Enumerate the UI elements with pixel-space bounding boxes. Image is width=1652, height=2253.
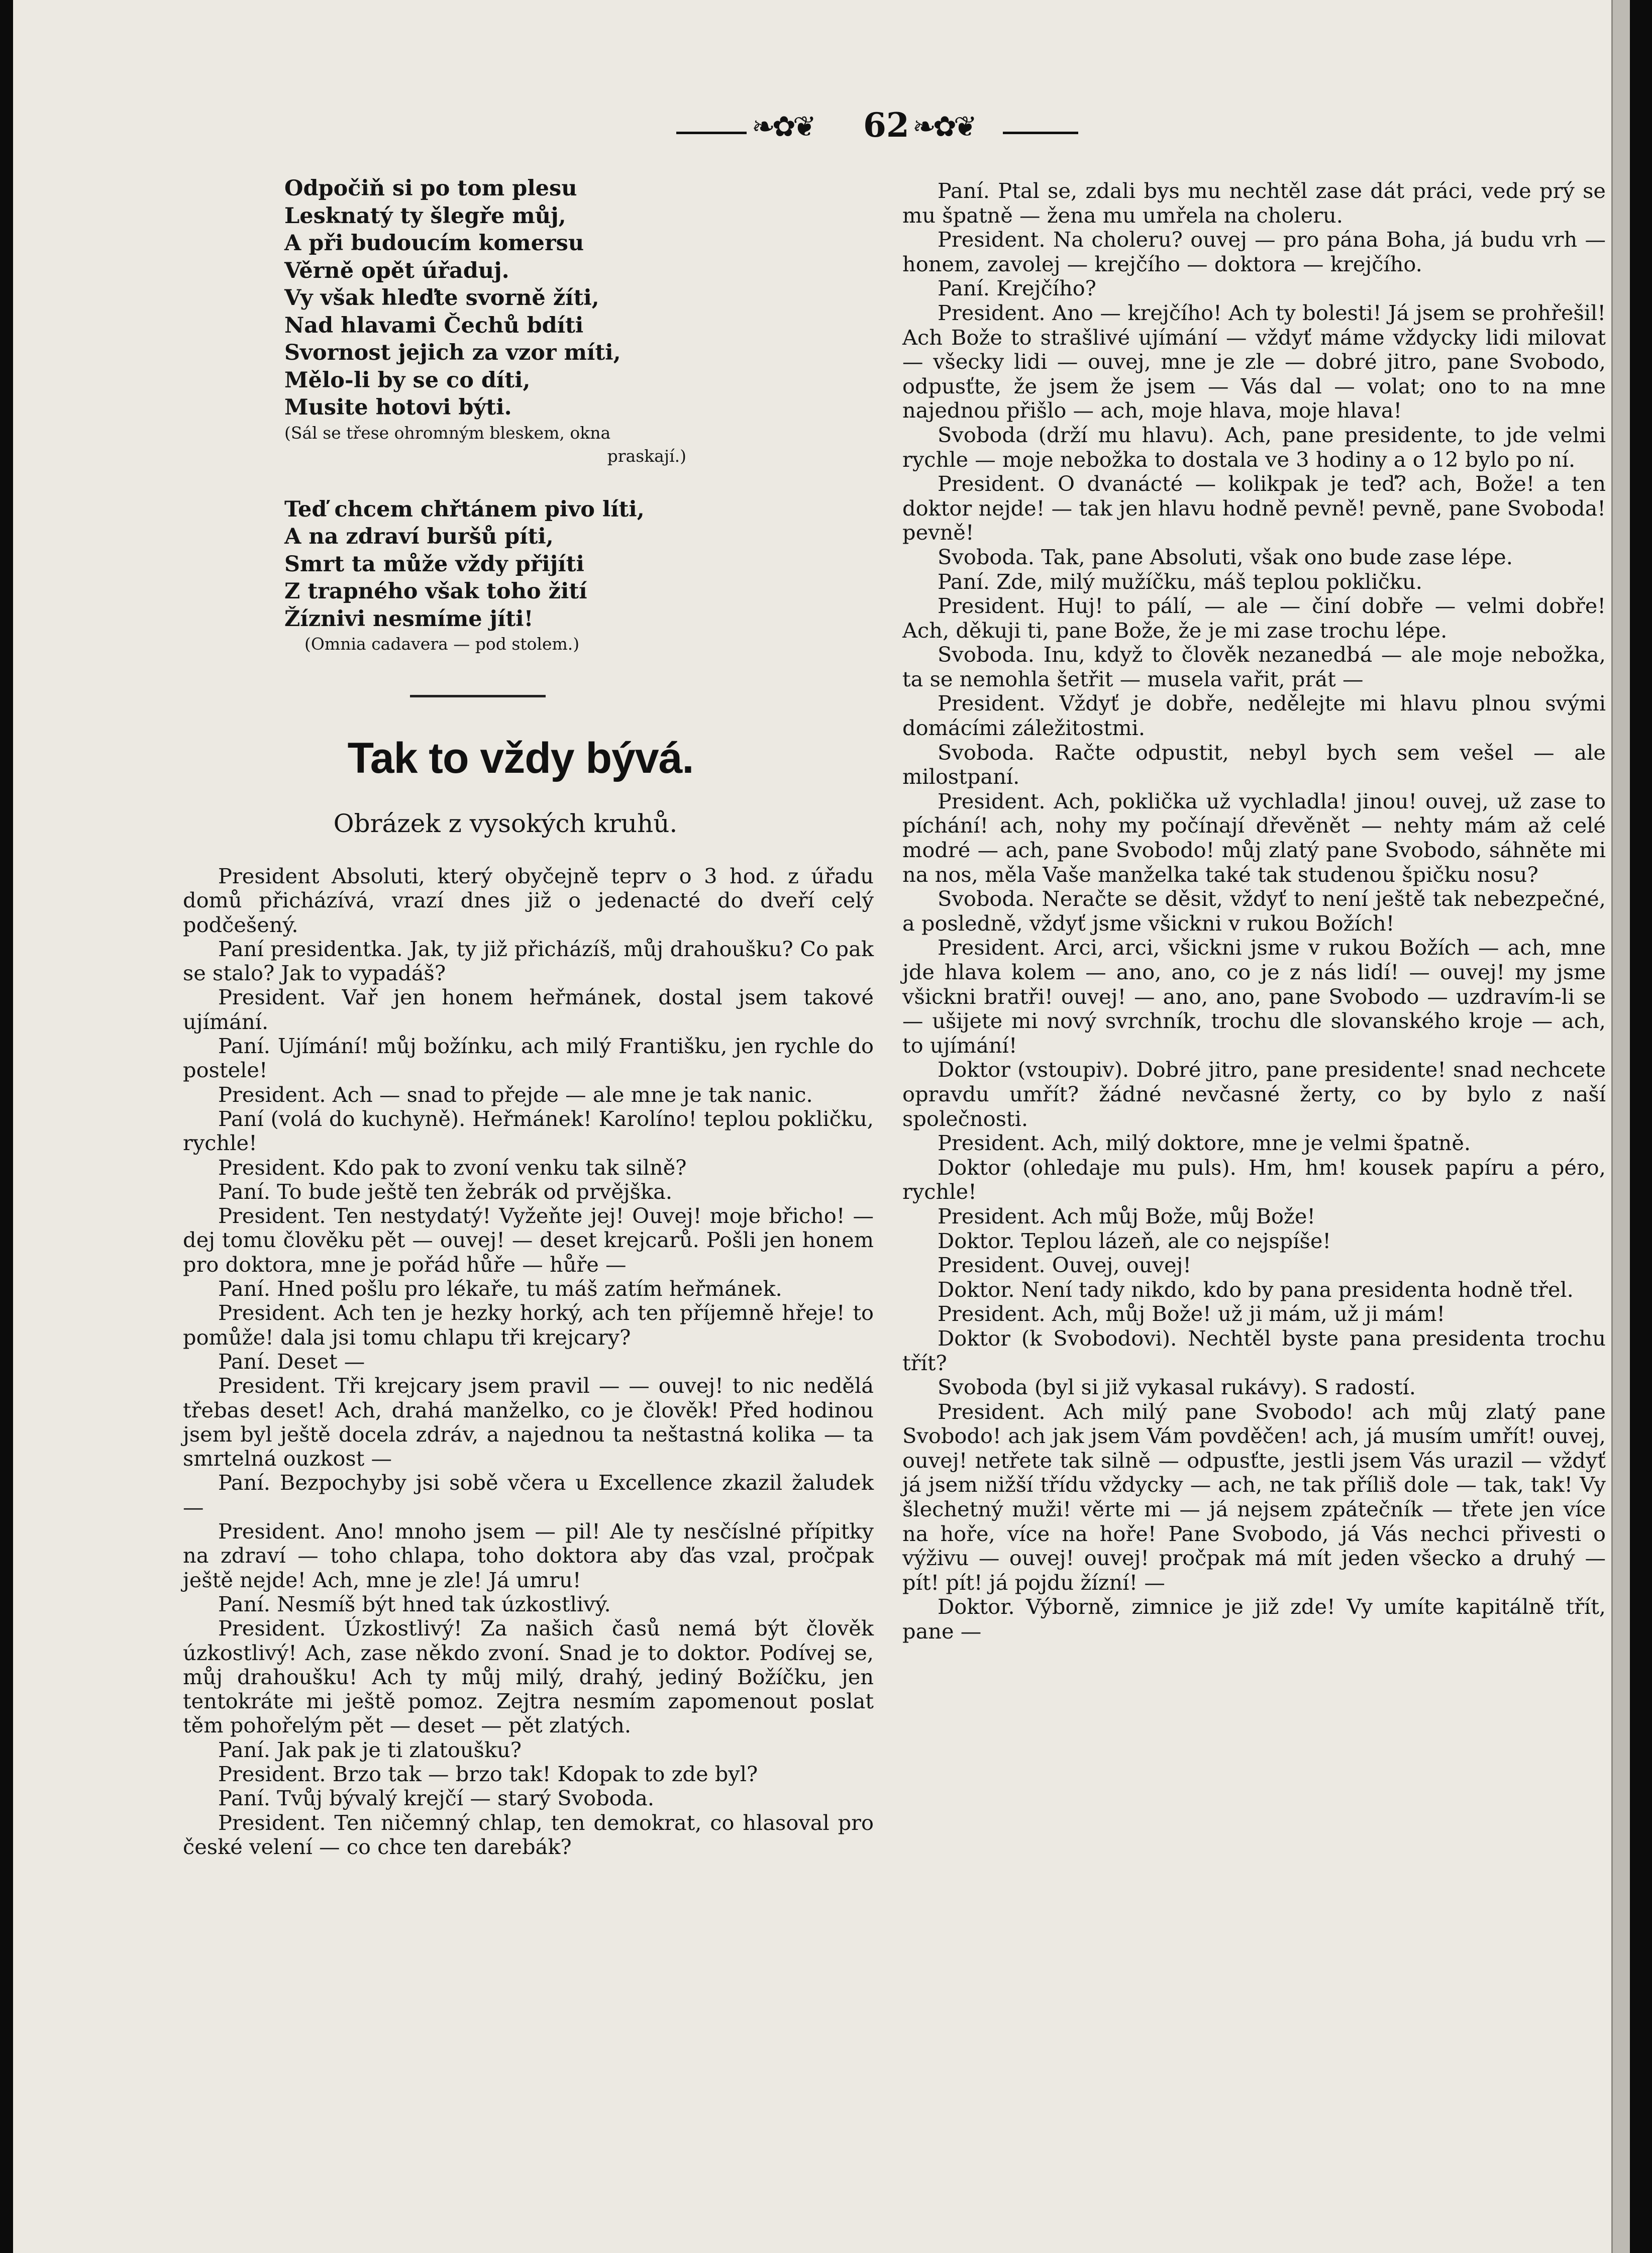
paragraph: President. Ach, poklička už vychladla! jinou! ouvej, už zase to píchání! ach, nohy my počínají dřevěnět — nehty mám až celé modré — ach, pane Svobodo! můj zlatý pane Svobodo, sáhněte mi na nos, měla Vaše manželka také tak studenou špičku nosu? — [902, 788, 1606, 887]
paragraph: Doktor. Teplou lázeň, ale co nejspíše! — [938, 1228, 1331, 1253]
paragraph: President. Ten nestydatý! Vyžeňte jej! Ouvej! moje břicho! — dej tomu člověku pět — ouvej! — deset krejcarů. Pošli jen honem pro doktora, mne je pořád hůře — hůře — — [183, 1203, 874, 1277]
stage-direction: (Omnia cadavera — pod stolem.) — [304, 634, 580, 654]
paragraph: President. Ach můj Bože, můj Bože! — [938, 1203, 1316, 1228]
verse-line: A na zdraví buršů píti, — [284, 524, 554, 549]
paragraph: Paní (volá do kuchyně). Heřmánek! Karolíno! teplou pokličku, rychle! — [183, 1106, 874, 1156]
paragraph: Svoboda. Tak, pane Absoluti, však ono bude zase lépe. — [938, 544, 1513, 569]
verse-line: A při budoucím komersu — [284, 231, 584, 256]
paragraph: Svoboda (drží mu hlavu). Ach, pane presidente, to jde velmi rychle — moje nebožka to dostala ve 3 hodiny a o 12 bylo po ní. — [902, 422, 1606, 472]
paragraph: Doktor. Není tady nikdo, kdo by pana presidenta hodně třel. — [938, 1277, 1574, 1302]
page-header — [676, 100, 1088, 156]
verse-line: Žíznivi nesmíme jíti! — [284, 606, 534, 632]
paragraph: Svoboda (byl si již vykasal rukávy). S radostí. — [938, 1375, 1416, 1400]
paragraph: President. Na choleru? ouvej — pro pána Boha, já budu vrh — honem, zavolej — krejčího — doktora — krejčího. — [902, 227, 1606, 276]
paragraph: President Absoluti, který obyčejně teprv o 3 hod. z úřadu domů přicházívá, vrazí dnes již o jedenacté do dveří celý podčešený. — [183, 864, 874, 937]
paragraph: President. Vař jen honem heřmánek, dostal jsem takové ujímání. — [183, 985, 874, 1034]
paragraph: Doktor (vstoupiv). Dobré jitro, pane presidente! snad nechcete opravdu umřít? žádné nevčasné žerty, co by bylo z naší společnosti. — [902, 1057, 1606, 1131]
page-edge — [1611, 0, 1630, 2253]
header-ornament-right: ❧✿❦ — [912, 111, 974, 143]
left-column — [183, 864, 874, 1859]
stage-direction: (Sál se třese ohromným bleskem, okna — [284, 423, 611, 443]
paragraph: Doktor. Výborně, zimnice je již zde! Vy umíte kapitálně třít, pane — — [902, 1594, 1606, 1644]
paragraph: Paní. Ptal se, zdali bys mu nechtěl zase dát práci, vede prý se mu špatně — žena mu umřela na choleru. — [902, 178, 1606, 228]
right-column — [902, 179, 1606, 1644]
paragraph: President. Ach, milý doktore, mne je velmi špatně. — [938, 1131, 1471, 1156]
verse-line: Věrně opět úřaduj. — [284, 258, 509, 283]
verse-line: Svornost jejich za vzor míti, — [284, 340, 621, 365]
paragraph: President. Ach — snad to přejde — ale mne je tak nanic. — [218, 1082, 813, 1107]
paragraph: President. Arci, arci, všickni jsme v rukou Božích — ach, mne jde hlava kolem — ano, ano, co je z nás lidí! — ouvej! my jsme všickni bratři! ouvej! — ano, ano, pane Svobodo — uzdravím-li se — ušijete mi nový svrchník, trochu dle slovanského kroje — ach, to ujímání! — [902, 935, 1606, 1058]
paragraph: Paní. Tvůj bývalý krejčí — starý Svoboda. — [218, 1786, 655, 1811]
paragraph: President. Úzkostlivý! Za našich časů nemá být člověk úzkostlivý! Ach, zase někdo zvoní. Snad je to doktor. Podívej se, můj drahoušku! Ach ty můj milý, drahý, jediný Božíčku, jen tentokráte mi ještě pomoz. Zejtra nesmím zapomenout poslat těm pohořelým pět — deset — pět zlatých. — [183, 1616, 874, 1738]
paragraph: President. Huj! to pálí, — ale — činí dobře — velmi dobře! Ach, děkuji ti, pane Bože, že je mi zase trochu lépe. — [902, 593, 1606, 643]
verse-line: Odpočiň si po tom plesu — [284, 176, 577, 201]
verse-line: Z trapného však toho žití — [284, 579, 587, 604]
paragraph: Svoboda. Inu, když to člověk nezanedbá — ale moje nebožka, ta se nemohla šetřit — musela vařit, prát — — [902, 642, 1606, 691]
section-divider — [410, 695, 546, 697]
paragraph: President. Ano! mnoho jsem — pil! Ale ty nesčíslné přípitky na zdraví — toho chlapa, toho doktora aby ďas vzal, pročpak ještě nejde! Ach, mne je zle! Já umru! — [183, 1519, 874, 1592]
paragraph: Paní. Deset — — [218, 1349, 365, 1374]
header-rule-left — [676, 132, 747, 134]
verse-line: Teď chcem chřtánem pivo líti, — [284, 496, 645, 522]
verse-line: Musite hotovi býti. — [284, 395, 512, 420]
paragraph: President. Brzo tak — brzo tak! Kdopak to zde byl? — [218, 1761, 758, 1786]
paragraph: President. Tři krejcary jsem pravil — — ouvej! to nic nedělá třebas deset! Ach, drahá manželko, co je člověk! Před hodinou jsem byl ještě docela zdráv, a najednou ta neštastná kolika — ta smrtelná ouzkost — — [183, 1373, 874, 1471]
paragraph: Paní presidentka. Jak, ty již přicházíš, můj drahoušku? Co pak se stalo? Jak to vypadáš? — [183, 936, 874, 986]
paragraph: Paní. Zde, milý mužíčku, máš teplou pokličku. — [938, 569, 1422, 594]
paragraph: Svoboda. Neračte se děsit, vždyť to není ještě tak nebezpečné, a posledně, vždyť jsme všickni v rukou Božích! — [902, 886, 1606, 936]
paragraph: Paní. Hned pošlu pro lékaře, tu máš zatím heřmánek. — [218, 1276, 782, 1301]
paragraph: President. Kdo pak to zvoní venku tak silně? — [218, 1155, 687, 1180]
paragraph: President. O dvanácté — kolikpak je teď? ach, Bože! a ten doktor nejde! — tak jen hlavu hodně pevně! pevně, pane Svoboda! pevně! — [902, 471, 1606, 545]
verse-line: Smrt ta může vždy přijíti — [284, 551, 584, 577]
newspaper-page — [13, 0, 1630, 2253]
paragraph: President. Vždyť je dobře, nedělejte mi hlavu plnou svými domácími záležitostmi. — [902, 691, 1606, 741]
paragraph: President. Ten ničemný chlap, ten demokrat, co hlasoval pro české velení — co chce ten darebák? — [183, 1810, 874, 1859]
verse-line: Mělo-li by se co díti, — [284, 367, 531, 393]
paragraph: Doktor (ohledaje mu puls). Hm, hm! kousek papíru a péro, rychle! — [902, 1155, 1606, 1204]
paragraph: Doktor (k Svobodovi). Nechtěl byste pana presidenta trochu třít? — [902, 1325, 1606, 1375]
paragraph: President. Ano — krejčího! Ach ty bolesti! Já jsem se prohřešil! Ach Bože to strašlivé ujímání — vždyť máme vždycky lidi milovat — všecky lidi — ouvej, mne je zle — dobré jitro, pane Svobodo, odpusťte, že jsem že jsem — Vás dal — volat; ono to na mne najednou přišlo — ach, moje hlava, moje hlava! — [902, 300, 1606, 423]
page-number: 62 — [863, 106, 909, 145]
verse-line: Lesknatý ty šlegře můj, — [284, 203, 566, 229]
paragraph: Paní. Krejčího? — [938, 276, 1096, 301]
article-title: Tak to vždy bývá. — [347, 734, 694, 782]
stage-direction: praskají.) — [607, 446, 686, 466]
paragraph: President. Ach ten je hezky horký, ach ten příjemně hřeje! to pomůže! dala jsi tomu chlapu tři krejcary? — [183, 1300, 874, 1350]
paragraph: Paní. Bezpochyby jsi sobě včera u Excellence zkazil žaludek — — [183, 1470, 874, 1519]
poem — [284, 175, 696, 656]
header-rule-right — [1003, 132, 1078, 134]
paragraph: President. Ouvej, ouvej! — [938, 1253, 1192, 1278]
verse-line: Vy však hleďte svorně žíti, — [284, 285, 599, 311]
verse-line: Nad hlavami Čechů bdíti — [284, 313, 584, 338]
paragraph: Paní. Ujímání! můj božínku, ach milý Františku, jen rychle do postele! — [183, 1034, 874, 1083]
paragraph: Paní. To bude ještě ten žebrák od prvějška. — [218, 1179, 673, 1204]
article-subtitle: Obrázek z vysokých kruhů. — [333, 809, 678, 838]
paragraph: Paní. Nesmíš být hned tak úzkostlivý. — [218, 1591, 611, 1616]
paragraph: President. Ach, můj Bože! už ji mám, už ji mám! — [938, 1301, 1446, 1326]
paragraph: President. Ach milý pane Svobodo! ach můj zlatý pane Svobodo! ach jak jsem Vám povděčen! ach, já musím umřít! ouvej, ouvej! netřete tak silně — odpusťte, jestli jsem Vás urazil — vždyť já jsem nižší třídu vždycky — ach, ne tak příliš dole — tak, tak! Vy šlechetný muži! věrte mi — já nejsem zpátečník — třete jen více na hoře, více na hoře! Pane Svobodo, já Vás nechci přivesti o výživu — ouvej! ouvej! pročpak má mít jeden všecko a druhý — pít! pít! já pojdu žízní! — — [902, 1399, 1606, 1595]
header-ornament-left: ❧✿❦ — [752, 111, 813, 143]
paragraph: Svoboda. Račte odpustit, nebyl bych sem vešel — ale milostpaní. — [902, 740, 1606, 789]
paragraph: Paní. Jak pak je ti zlatoušku? — [218, 1737, 522, 1762]
